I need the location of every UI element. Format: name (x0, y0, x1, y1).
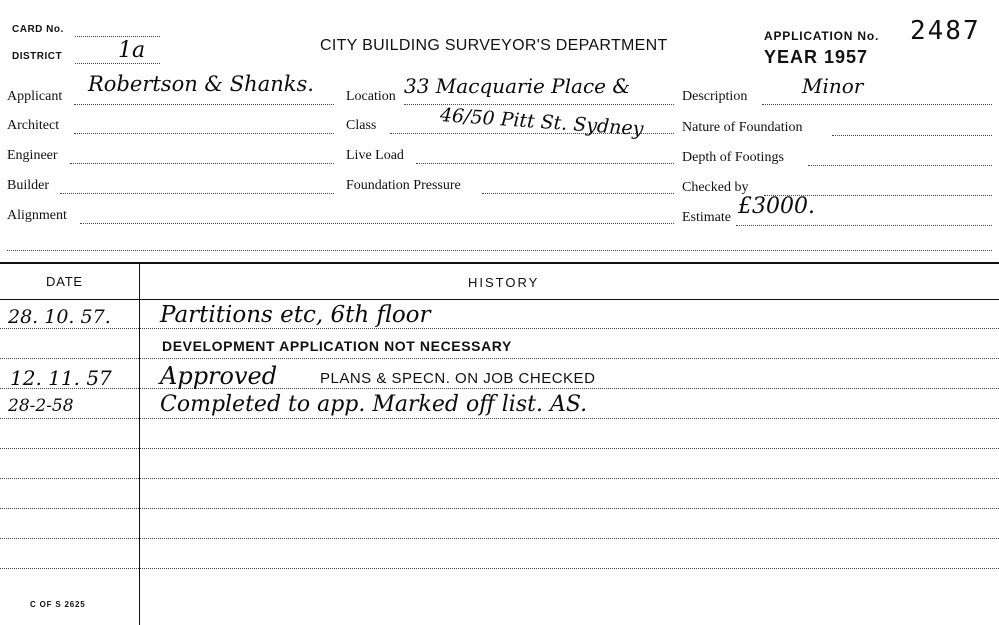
location-value-2: 46/50 Pitt St. Sydney (439, 104, 645, 141)
applicant-label: Applicant (7, 89, 63, 104)
estimate-label: Estimate (682, 210, 731, 225)
location-value-1: 33 Macquarie Place & (404, 74, 631, 98)
depth-of-footings-label: Depth of Footings (682, 150, 784, 165)
application-no-value: 2487 (910, 16, 981, 46)
location-label: Location (346, 89, 396, 104)
builder-line (60, 193, 334, 194)
history-entry-text: Partitions etc, 6th floor (160, 302, 431, 328)
engineer-line (70, 163, 334, 164)
district-label: DISTRICT (12, 51, 63, 62)
history-column-divider (139, 263, 140, 625)
description-label: Description (682, 89, 748, 104)
ruled-line (0, 508, 999, 509)
ruled-line (0, 448, 999, 449)
builder-label: Builder (7, 178, 49, 193)
nature-line (832, 135, 992, 136)
architect-line (74, 133, 334, 134)
foundation-pressure-label: Foundation Pressure (346, 178, 461, 193)
history-header-rule (0, 299, 999, 300)
ruled-line (0, 538, 999, 539)
history-entry-text: Approved (160, 362, 278, 390)
class-label: Class (346, 118, 377, 133)
history-date: 28. 10. 57. (8, 306, 111, 328)
ruled-line (0, 418, 999, 419)
history-entry-text: Completed to app. Marked off list. AS. (160, 392, 588, 417)
year-label: YEAR 1957 (764, 47, 869, 67)
ruled-line (0, 328, 999, 329)
estimate-line (736, 225, 992, 226)
live-load-line (416, 163, 674, 164)
applicant-value: Robertson & Shanks. (88, 72, 314, 96)
depth-line (808, 165, 992, 166)
plans-checked-stamp: PLANS & SPECN. ON JOB CHECKED (320, 370, 596, 387)
development-stamp: DEVELOPMENT APPLICATION NOT NECESSARY (162, 338, 512, 354)
card-no-line (75, 36, 160, 37)
history-date: 28-2-58 (8, 396, 74, 416)
history-top-rule (0, 262, 999, 264)
description-line (762, 104, 992, 105)
form-code: C OF S 2625 (30, 600, 86, 609)
foundation-pressure-line (482, 193, 674, 194)
applicant-line (74, 104, 334, 105)
card-no-label: CARD No. (12, 24, 64, 35)
department-title: CITY BUILDING SURVEYOR'S DEPARTMENT (320, 37, 668, 54)
alignment-label: Alignment (7, 208, 67, 223)
estimate-value: £3000. (738, 194, 815, 219)
history-column-header: HISTORY (468, 275, 540, 290)
architect-label: Architect (7, 118, 60, 133)
nature-of-foundation-label: Nature of Foundation (682, 120, 803, 135)
ruled-line (0, 568, 999, 569)
checked-by-label: Checked by (682, 180, 749, 195)
ruled-line (0, 388, 999, 389)
date-column-header: DATE (46, 274, 83, 289)
blank-field-line (7, 250, 992, 251)
engineer-label: Engineer (7, 148, 58, 163)
description-value: Minor (802, 74, 864, 98)
ruled-line (0, 358, 999, 359)
ruled-line (0, 478, 999, 479)
application-no-label: APPLICATION No. (764, 29, 880, 43)
district-line (75, 63, 160, 64)
history-date: 12. 11. 57 (10, 366, 112, 390)
alignment-line (80, 223, 674, 224)
district-value: 1a (118, 38, 146, 63)
live-load-label: Live Load (346, 148, 404, 163)
